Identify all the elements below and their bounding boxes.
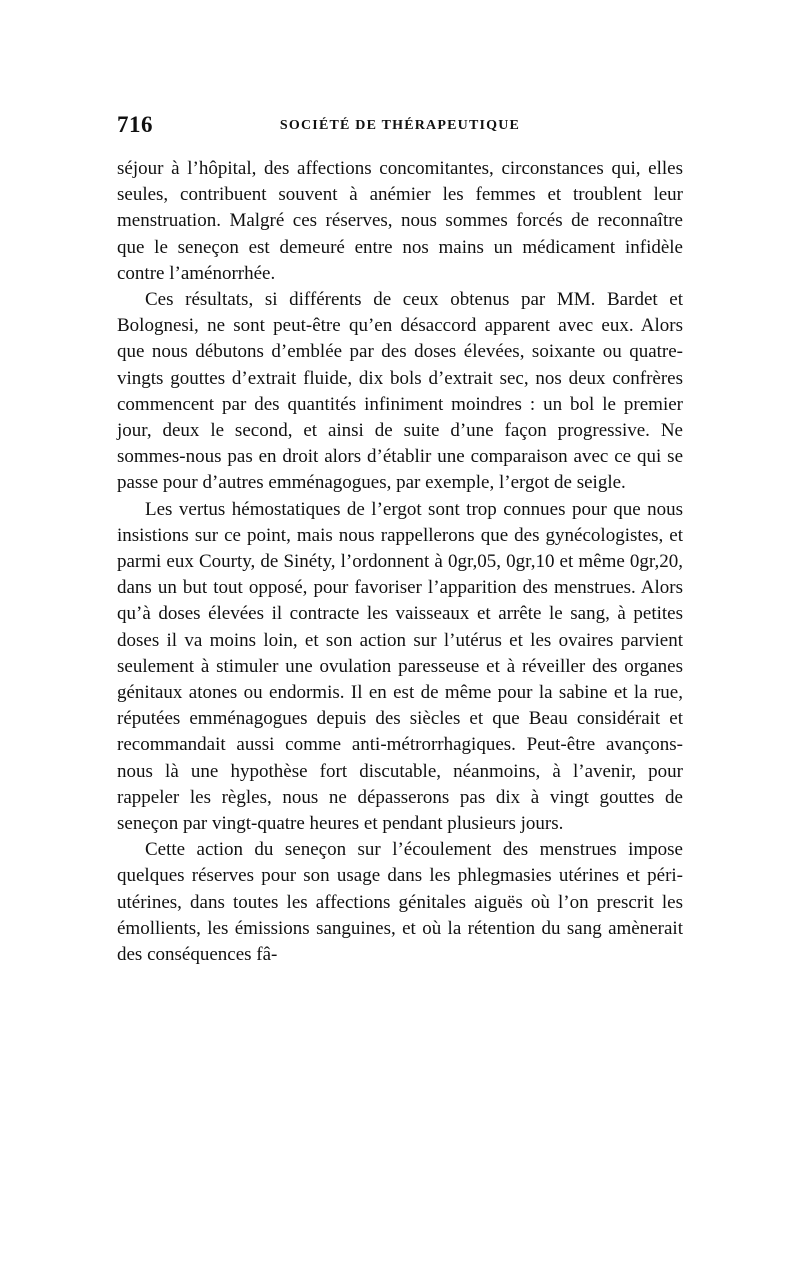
paragraph: Cette action du seneçon sur l’écoulement des menstrues impose quelques réserves pour son usage dans les phlegmasies utérines et péri-utérines, dans toutes les affections génitales aiguës où l’on prescrit les émollients, les émissions sanguines, et où la rétention du sang amènerait des conséquences fâ-: [117, 839, 683, 966]
paragraph: séjour à l’hôpital, des affections concomitantes, circonstances qui, elles seules, contribuent souvent à anémier les femmes et troublent leur menstruation. Malgré ces réserves, nous sommes forcés de reconnaître que le seneçon est demeuré entre nos mains un médicament infidèle contre l’aménorrhée.: [117, 158, 683, 284]
page-header: [117, 112, 683, 142]
running-title: SOCIÉTÉ DE THÉRAPEUTIQUE: [279, 118, 521, 133]
paragraph: Ces résultats, si différents de ceux obtenus par MM. Bardet et Bolognesi, ne sont peut-être qu’en désaccord apparent avec eux. Alors que nous débutons d’emblée par des doses élevées, soixante ou quatre-vingts gouttes d’extrait fluide, dix bols d’extrait sec, nos deux confrères commencent par des quantités infiniment moindres : un bol le premier jour, deux le second, et ainsi de suite d’une façon progressive. Ne sommes-nous pas en droit alors d’établir une comparaison avec ce qui se passe pour d’autres emménagogues, par exemple, l’ergot de seigle.: [117, 289, 683, 494]
paragraph: Les vertus hémostatiques de l’ergot sont trop connues pour que nous insistions sur ce point, mais nous rappellerons que des gynécologistes, et parmi eux Courty, de Sinéty, l’ordonnent à 0gr,05, 0gr,10 et même 0gr,20, dans un but tout opposé, pour favoriser l’apparition des menstrues. Alors qu’à doses élevées il contracte les vaisseaux et arrête le sang, à petites doses il va moins loin, et son action sur l’utérus et les ovaires parvient seulement à stimuler une ovulation paresseuse et à réveiller des organes génitaux atones ou endormis. Il en est de même pour la sabine et la rue, réputées emménagogues depuis des siècles et que Beau considérait et recommandait aussi comme anti-métrorrhagiques. Peut-être avançons-nous là une hypothèse fort discutable, néanmoins, à l’avenir, pour rappeler les règles, nous ne dépasserons pas dix à vingt gouttes de seneçon par vingt-quatre heures et pendant plusieurs jours.: [117, 498, 683, 835]
book-page: [117, 112, 683, 968]
body-text: [117, 156, 683, 968]
page-number: 716: [117, 112, 153, 137]
